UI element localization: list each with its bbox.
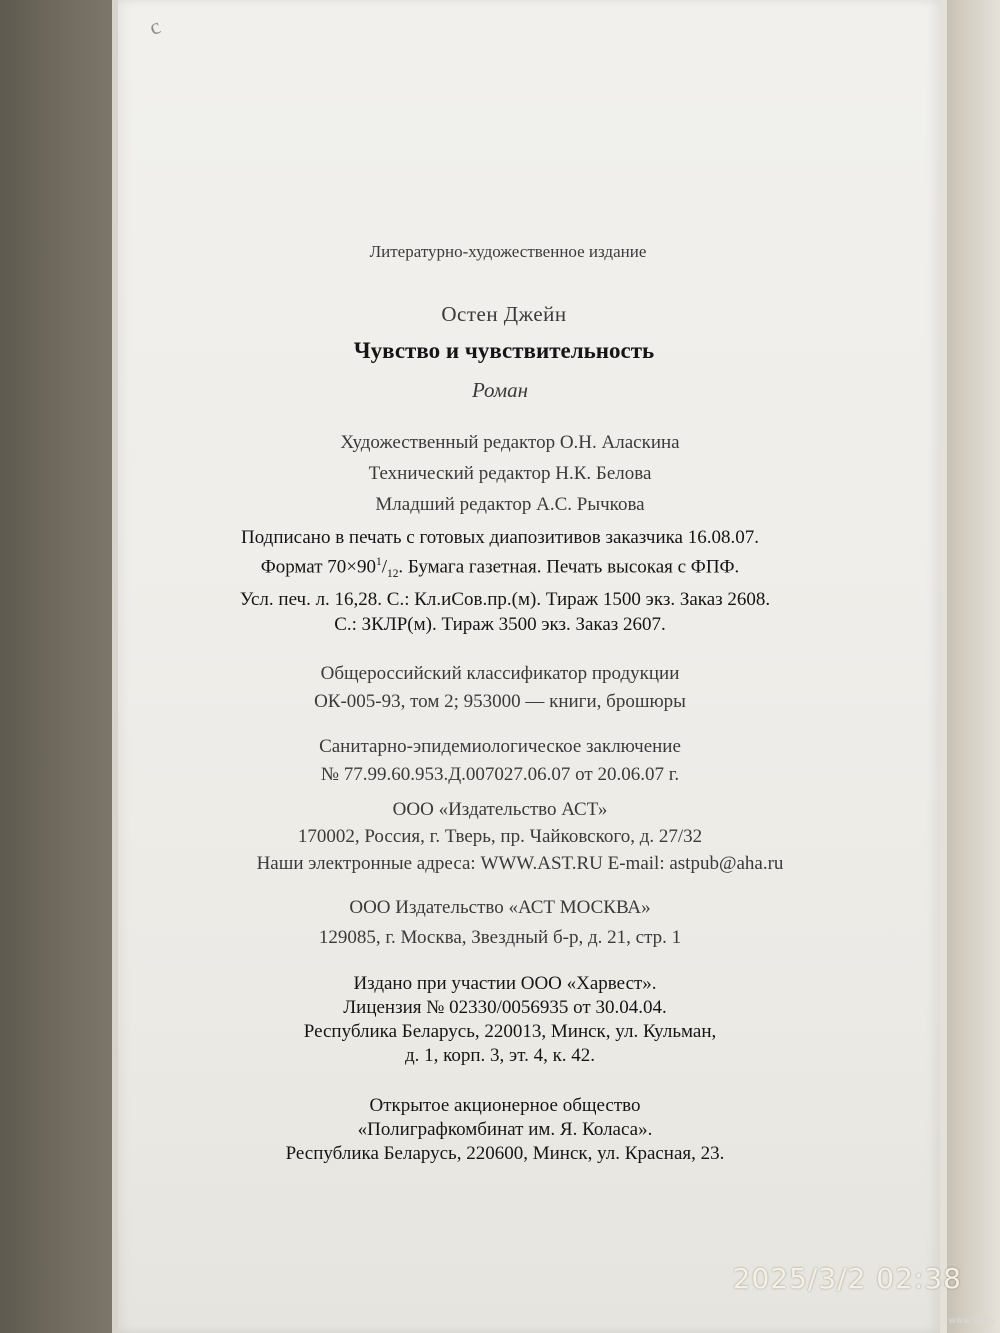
printing-format: Формат $70\times 90^1/_{12}$. Бумага газетная. Печать высокая с ФПФ. xyxy=(260,556,740,581)
editor-technical: Технический редактор Н.К. Белова xyxy=(368,463,652,484)
publisher-ast-name: ООО «Издательство АСТ» xyxy=(392,799,608,820)
edition-type: Литературно-художественное издание xyxy=(369,242,647,261)
editors-block xyxy=(10,427,1000,520)
printing-run-2: С.: ЗКЛР(м). Тираж 3500 экз. Заказ 2607. xyxy=(334,614,666,636)
publisher-moscow-block xyxy=(0,893,1000,953)
pencil-mark: c xyxy=(145,13,164,40)
book-title: Чувство и чувствительность xyxy=(353,338,655,363)
classifier-block xyxy=(0,660,1000,716)
harvest-address: Республика Беларусь, 220013, Минск, ул. Кульман, xyxy=(303,1021,717,1042)
printer-name: «Полиграфкомбинат им. Я. Коласа». xyxy=(357,1119,653,1140)
printing-block xyxy=(0,525,1000,637)
photo-timestamp: 2025/3/2 02:38 xyxy=(732,1262,962,1295)
author-name: Остен Джейн xyxy=(441,302,567,326)
editor-junior: Младший редактор А.С. Рычкова xyxy=(375,494,645,515)
harvest-block xyxy=(0,972,1000,1068)
classifier-title: Общероссийский классификатор продукции xyxy=(320,663,680,684)
printing-run-1: Усл. печ. л. 16,28. С.: Кл.иСов.пр.(м). Тираж 1500 экз. Заказ 2608. xyxy=(239,589,771,611)
printing-signed: Подписано в печать с готовых диапозитивов заказчика 16.08.07. xyxy=(241,527,759,548)
editor-art: Художественный редактор О.Н. Аласкина xyxy=(340,432,680,453)
printer-block xyxy=(0,1094,1000,1166)
printer-address: Республика Беларусь, 220600, Минск, ул. Красная, 23. xyxy=(285,1143,725,1164)
printer-type: Открытое акционерное общество xyxy=(369,1095,641,1116)
book-genre: Роман xyxy=(471,378,529,402)
classifier-code: ОК-005-93, том 2; 953000 — книги, брошюры xyxy=(314,691,686,712)
harvest-address-building: д. 1, корп. 3, эт. 4, к. 42. xyxy=(404,1045,596,1066)
publisher-ast-contacts: Наши электронные адреса: WWW.AST.RU E-mail: astpub@aha.ru xyxy=(256,853,784,874)
harvest-license: Лицензия № 02330/0056935 от 30.04.04. xyxy=(343,997,667,1018)
sanitary-title: Санитарно-эпидемиологическое заключение xyxy=(319,736,681,757)
publisher-moscow-name: ООО Издательство «АСТ МОСКВА» xyxy=(349,897,651,918)
publisher-moscow-address: 129085, г. Москва, Звездный б-р, д. 21, стр. 1 xyxy=(318,927,682,948)
sanitary-block xyxy=(0,733,1000,789)
publisher-ast-block xyxy=(0,796,1000,877)
harvest-participation: Издано при участии ООО «Харвест». xyxy=(353,973,657,994)
publisher-ast-address: 170002, Россия, г. Тверь, пр. Чайковского, д. 27/32 xyxy=(297,826,703,847)
site-watermark: www.ay.by xyxy=(948,1316,996,1326)
sanitary-number: № 77.99.60.953.Д.007027.06.07 от 20.06.07 г. xyxy=(320,764,680,785)
